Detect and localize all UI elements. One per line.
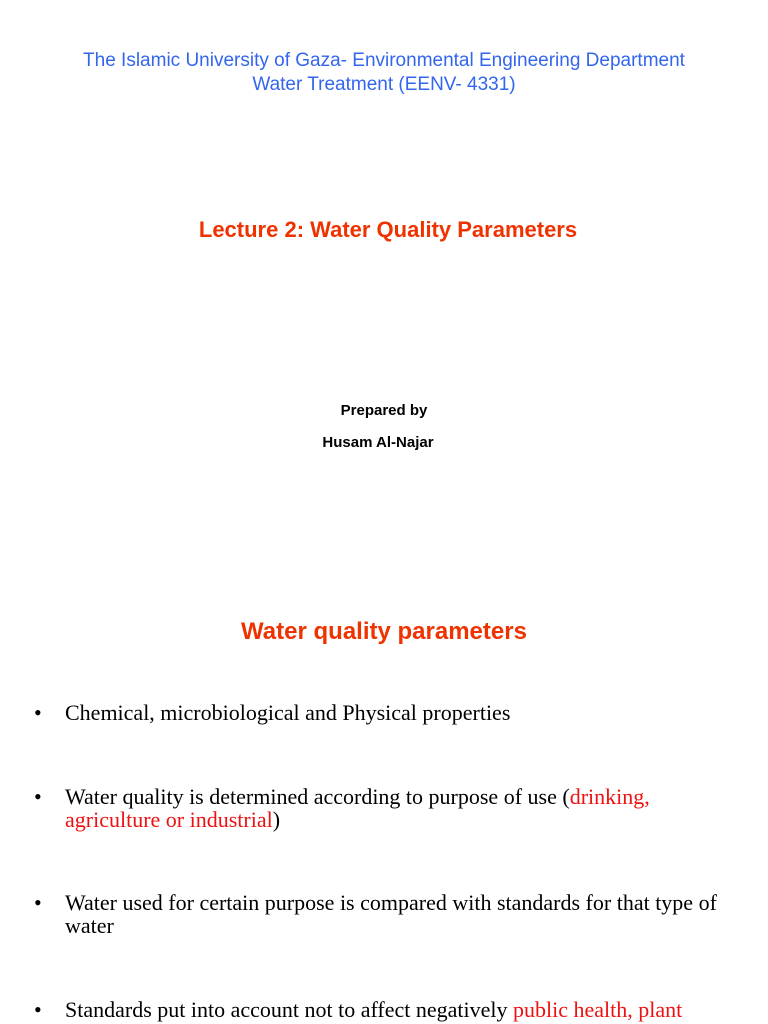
prepared-by-label: Prepared by bbox=[340, 402, 428, 419]
bullet-marker: • bbox=[34, 997, 42, 1022]
section-title: Water quality parameters bbox=[241, 618, 527, 645]
bullet-text-start: Water quality is determined according to purpose of use ( bbox=[65, 784, 570, 809]
bullet-text: Chemical, microbiological and Physical properties bbox=[65, 700, 511, 725]
bullet-item bbox=[34, 785, 734, 831]
bullet-text-start: Standards put into account not to affect negatively bbox=[65, 997, 514, 1022]
bullet-highlight: drinking, agriculture or industrial bbox=[65, 784, 650, 832]
bullet-item bbox=[34, 998, 734, 1021]
bullet-marker: • bbox=[34, 890, 42, 915]
bullet-item bbox=[34, 891, 734, 937]
lecture-title: Lecture 2: Water Quality Parameters bbox=[198, 217, 578, 242]
bullet-marker: • bbox=[34, 784, 42, 809]
course-name-line: Water Treatment (EENV- 4331) bbox=[252, 74, 516, 95]
bullet-text bbox=[65, 785, 734, 831]
university-department-line: The Islamic University of Gaza- Environmental Engineering Department bbox=[83, 50, 685, 71]
bullet-highlight: public health, plant bbox=[513, 997, 683, 1022]
bullet-text bbox=[65, 998, 734, 1021]
bullet-text-end: ) bbox=[272, 807, 281, 832]
bullet-text: Water used for certain purpose is compared with standards for that type of water bbox=[65, 890, 717, 938]
author-name: Husam Al-Najar bbox=[322, 434, 434, 451]
bullet-item bbox=[34, 701, 734, 724]
bullet-marker: • bbox=[34, 700, 42, 725]
course-header bbox=[0, 49, 768, 97]
